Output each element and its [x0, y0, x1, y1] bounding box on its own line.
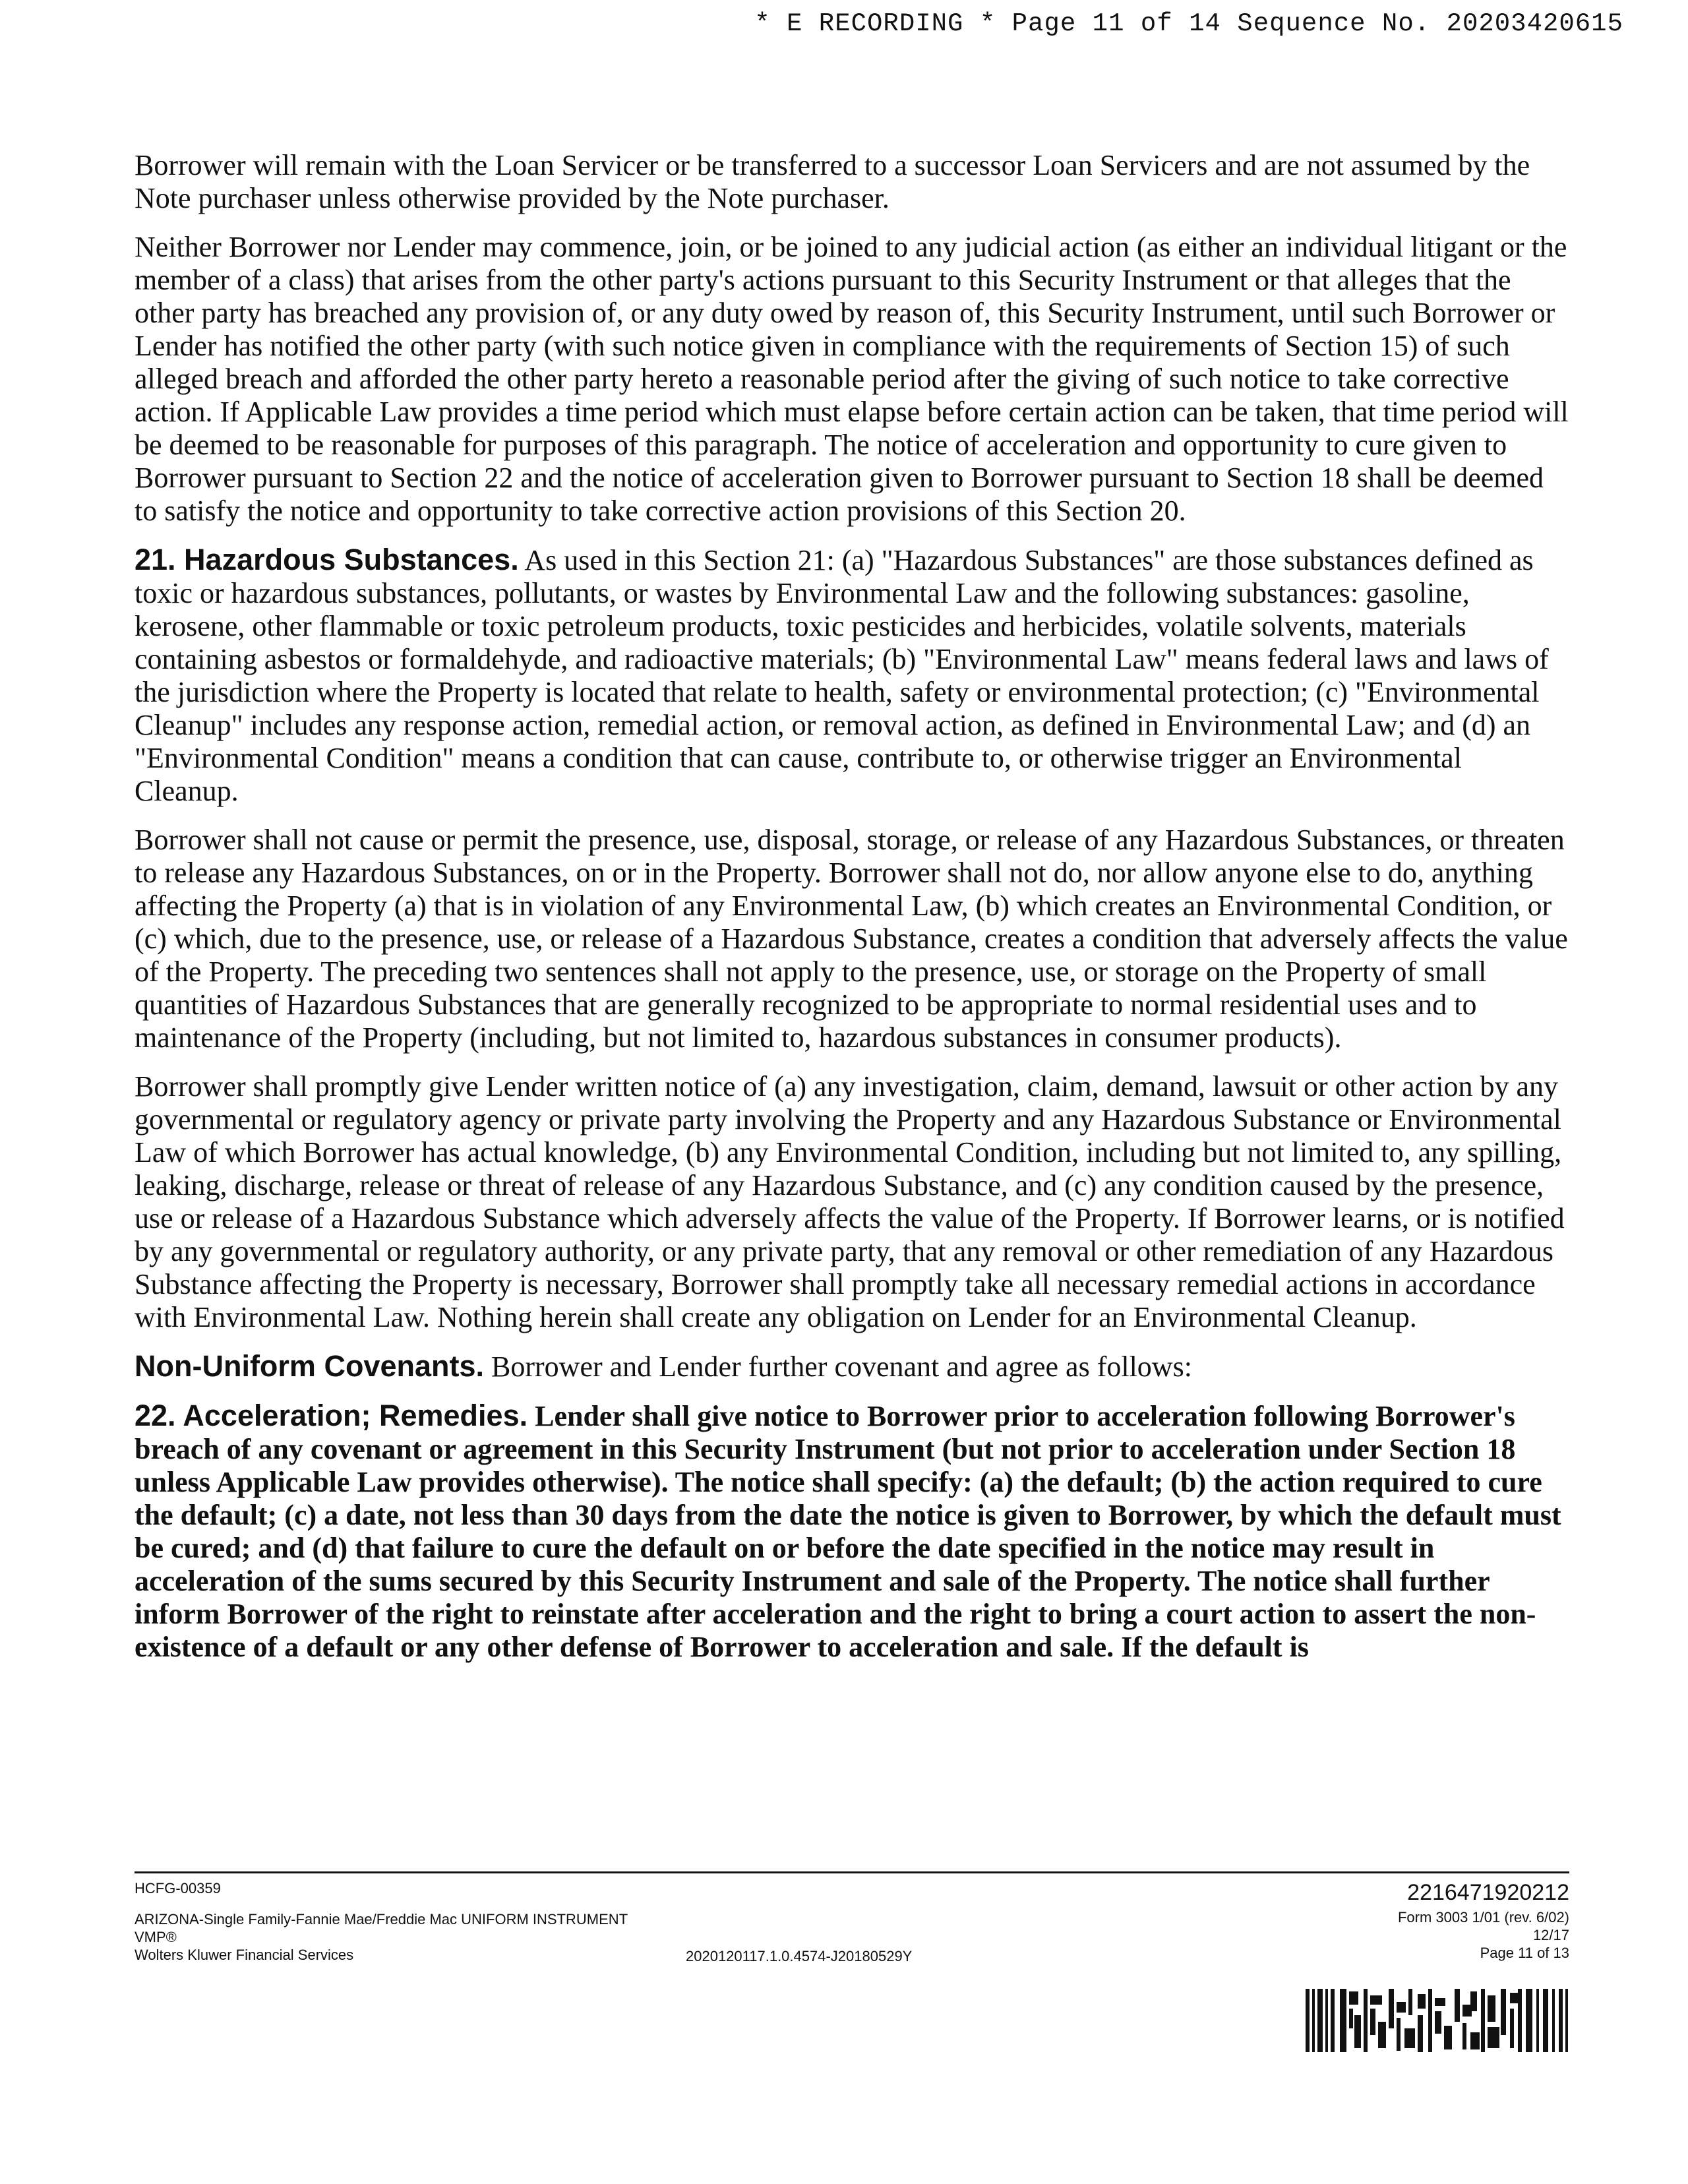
publisher: Wolters Kluwer Financial Services [135, 1947, 354, 1963]
document-body [135, 149, 1569, 1680]
paragraph-borrower-shall-not-cause: Borrower shall not cause or permit the presence, use, disposal, storage, or release of any Hazardous Substances, or threaten to release any Hazardous Substances, on or in the Property. Borrower shall not do, nor allow anyone else to do, anything affecting the Property (a) that is in violation of any Environmental Law, (b) which creates an Environmental Condition, or (c) which, due to the presence, use, or release of a Hazardous Substance, creates a condition that adversely affects the value of the Property. The preceding two sentences shall not apply to the presence, use, or storage on the Property of small quantities of Hazardous Substances that are generally recognized to be appropriate to normal residential uses and to maintenance of the Property (including, but not limited to, hazardous substances in consumer products). [135, 824, 1568, 1054]
loan-number: 2216471920212 [1407, 1880, 1569, 1905]
non-uniform-covenants-heading: Non-Uniform Covenants. [135, 1349, 485, 1383]
page-number: Page 11 of 13 [1480, 1945, 1569, 1961]
paragraph-borrower-shall-notify: Borrower shall promptly give Lender written notice of (a) any investigation, claim, demand, lawsuit or other action by any governmental or regulatory agency or private party involving the Property and any Hazardous Substance or Environmental Law of which Borrower has actual knowledge, (b) any Environmental Condition, including but not limited to, any spilling, leaking, discharge, release or threat of release of any Hazardous Substance, and (c) any condition caused by the presence, use or release of a Hazardous Substance which adversely affects the value of the Property. If Borrower learns, or is notified by any governmental or regulatory authority, or any private party, that any removal or other remediation of any Hazardous Substance affecting the Property is necessary, Borrower shall promptly take all necessary remedial actions in accordance with Environmental Law. Nothing herein shall create any obligation on Lender for an Environmental Cleanup. [135, 1070, 1565, 1333]
non-uniform-covenants-text: Borrower and Lender further covenant and agree as follows: [484, 1350, 1192, 1383]
footer-form-info [135, 1879, 628, 1964]
page-footer [135, 1871, 1569, 2122]
footer-page-info [1398, 1879, 1569, 1962]
section-22-acceleration-remedies [135, 1399, 1569, 1664]
footer-divider [135, 1871, 1569, 1873]
section-21-text: As used in this Section 21: (a) "Hazardous Substances" are those substances defined as toxic or hazardous substances, pollutants, or wastes by Environmental Law and the following substances: gasoline, kerosene, other flammable or toxic petroleum products, toxic pesticides and herbicides, volatile solvents, materials containing asbestos or formaldehyde, and radioactive materials; (b) "Environmental Law" means federal laws and laws of the jurisdiction where the Property is located that relate to health, safety or environmental protection; (c) "Environmental Cleanup" includes any response action, remedial action, or removal action, as defined in Environmental Law; and (d) an "Environmental Condition" means a condition that can cause, contribute to, or otherwise trigger an Environmental Cleanup. [135, 544, 1549, 807]
section-22-text: Lender shall give notice to Borrower prior to acceleration following Borrower's breach of any covenant or agreement in this Security Instrument (but not prior to acceleration under Section 18 unless Applicable Law provides otherwise). The notice shall specify: (a) the default; (b) the action required to cure the default; (c) a date, not less than 30 days from the date the notice is given to Borrower, by which the default must be cured; and (d) that failure to cure the default on or before the date specified in the notice may result in acceleration of the sums secured by this Security Instrument and sale of the Property. The notice shall further inform Borrower of the right to reinstate after acceleration and the right to bring a court action to assert the non-existence of a default or any other defense of Borrower to acceleration and sale. If the default is [135, 1400, 1561, 1663]
section-21-hazardous-substances [135, 543, 1569, 808]
form-number: Form 3003 1/01 (rev. 6/02) [1397, 1909, 1569, 1926]
recording-header: * E RECORDING * Page 11 of 14 Sequence No. 20203420615 [754, 9, 1623, 38]
form-code: HCFG-00359 [135, 1880, 221, 1896]
non-uniform-covenants [135, 1350, 1569, 1383]
paragraph-judicial-action: Neither Borrower nor Lender may commence, join, or be joined to any judicial action (as either an individual litigant or the member of a class) that arises from the other party's actions pursuant to this Security Instrument or that alleges that the other party has breached any provision of, or any duty owed by reason of, this Security Instrument, until such Borrower or Lender has notified the other party (with such notice given in compliance with the requirements of Section 15) of such alleged breach and afforded the other party hereto a reasonable period after the giving of such notice to take corrective action. If Applicable Law provides a time period which must elapse before certain action can be taken, that time period will be deemed to be reasonable for purposes of this paragraph. The notice of acceleration and opportunity to cure given to Borrower pursuant to Section 22 and the notice of acceleration given to Borrower pursuant to Section 18 shall be deemed to satisfy the notice and opportunity to take corrective action provisions of this Section 20. [135, 231, 1569, 527]
form-title: ARIZONA-Single Family-Fannie Mae/Freddie Mac UNIFORM INSTRUMENT [135, 1911, 628, 1927]
form-revision: 12/17 [1532, 1927, 1569, 1943]
barcode-icon [1306, 1989, 1569, 2052]
section-22-heading: 22. Acceleration; Remedies. [135, 1399, 528, 1432]
document-id: 2020120117.1.0.4574-J20180529Y [686, 1948, 913, 1964]
vmp-label: VMP® [135, 1929, 177, 1945]
section-21-heading: 21. Hazardous Substances. [135, 543, 519, 576]
paragraph-loan-servicer: Borrower will remain with the Loan Servicer or be transferred to a successor Loan Servicers and are not assumed by the Note purchaser unless otherwise provided by the Note purchaser. [135, 149, 1530, 214]
